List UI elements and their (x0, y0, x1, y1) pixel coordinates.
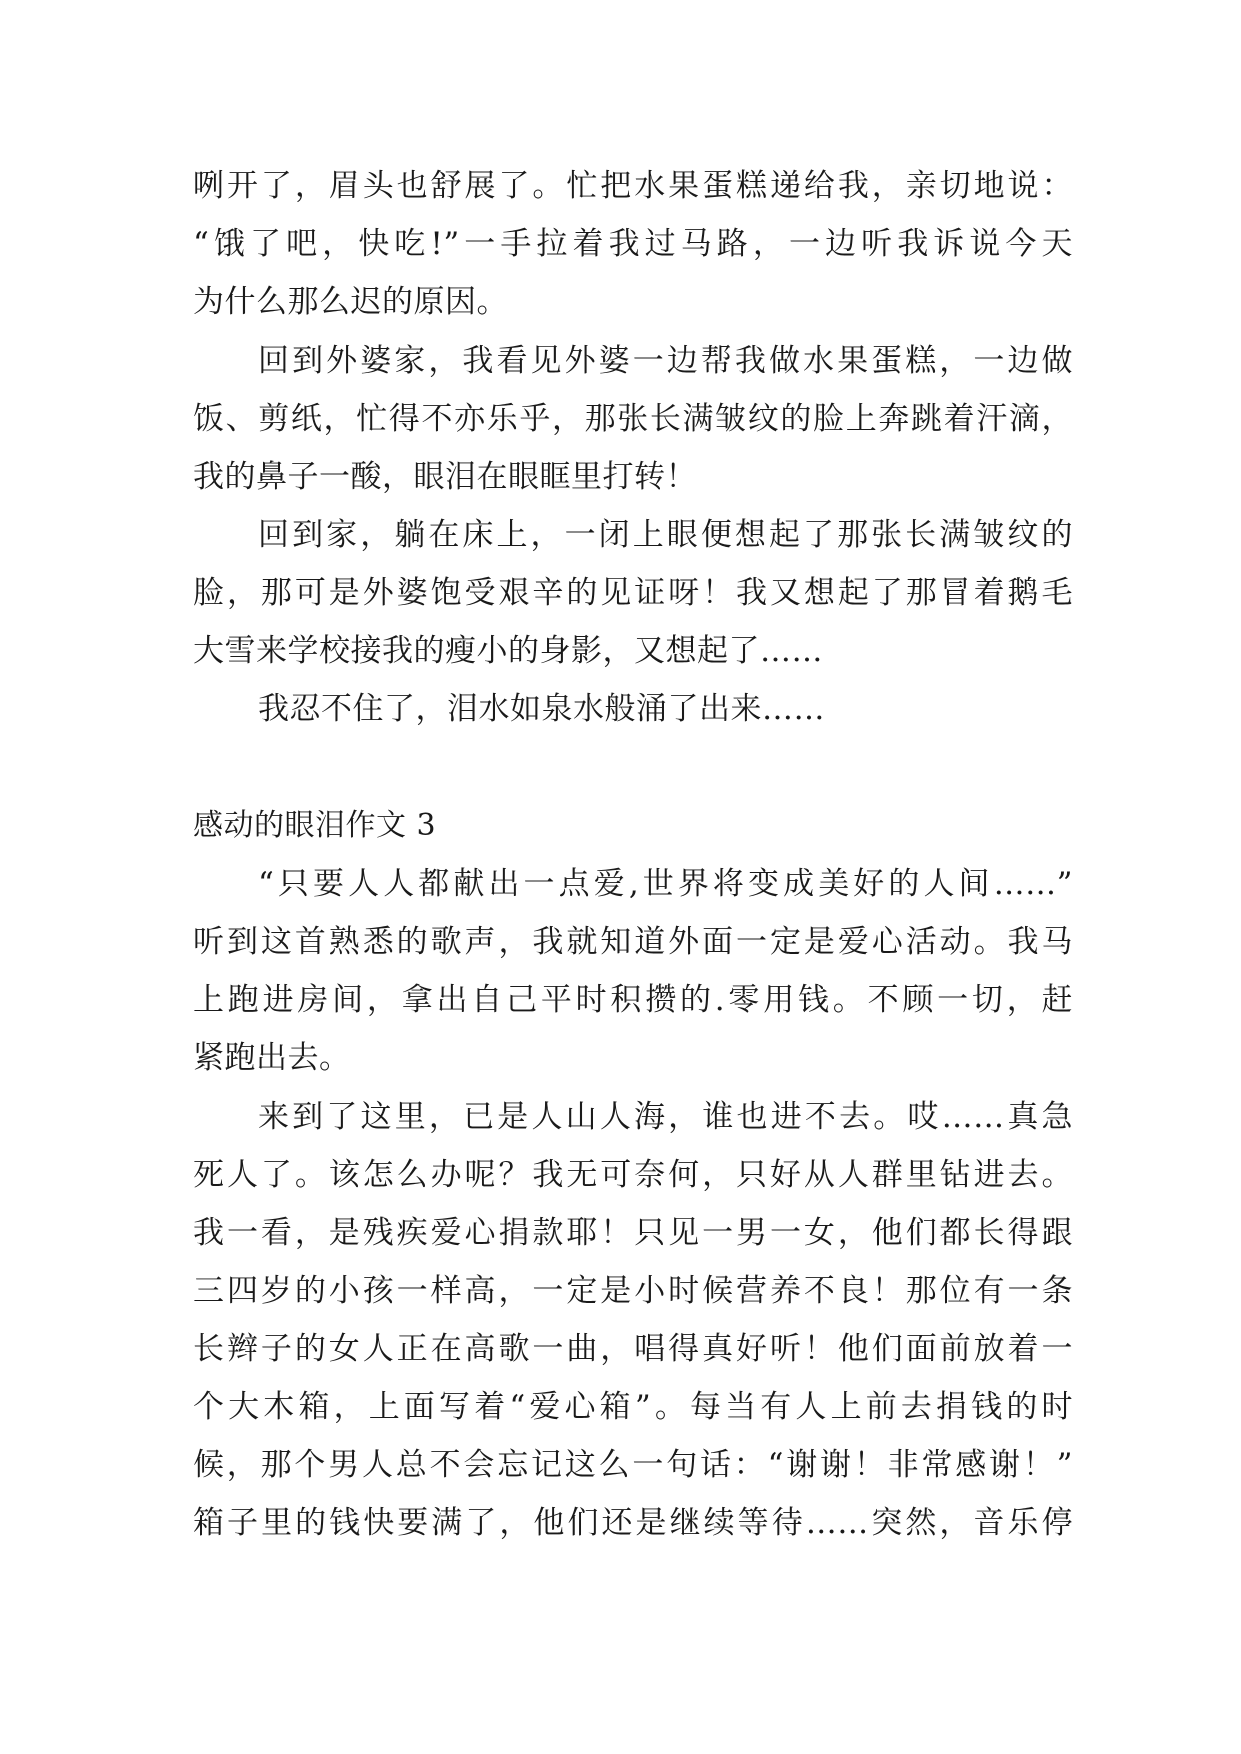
text-line: 为什么那么迟的原因。 (193, 284, 508, 320)
text-line: 回到家，躺在床上，一闭上眼便想起了那张长满皱纹的 (258, 517, 1073, 553)
text-line: 紧跑出去。 (193, 1040, 351, 1076)
text-line: 死人了。该怎么办呢？我无可奈何，只好从人群里钻进去。 (193, 1157, 1073, 1193)
text-line: 饭、剪纸，忙得不亦乐乎，那张长满皱纹的脸上奔跳着汗滴， (193, 401, 1073, 437)
text-line: 我忍不住了，泪水如泉水般涌了出来…… (258, 691, 825, 727)
text-line: 三四岁的小孩一样高，一定是小时候营养不良！那位有一条 (193, 1273, 1073, 1309)
text-line: 听到这首熟悉的歌声，我就知道外面一定是爱心活动。我马 (193, 924, 1073, 960)
section-heading: 感动的眼泪作文 3 (193, 808, 437, 843)
text-line: 咧开了，眉头也舒展了。忙把水果蛋糕递给我，亲切地说： (193, 168, 1073, 204)
text-line: 候，那个男人总不会忘记这么一句话：“谢谢！非常感谢！” (193, 1447, 1073, 1483)
text-line: “只要人人都献出一点爱,世界将变成美好的人间……” (258, 866, 1073, 902)
text-line: 回到外婆家，我看见外婆一边帮我做水果蛋糕，一边做 (258, 343, 1073, 379)
text-line: 我的鼻子一酸，眼泪在眼眶里打转！ (193, 459, 697, 495)
text-line: 上跑进房间，拿出自己平时积攒的.零用钱。不顾一切，赶 (193, 982, 1073, 1018)
text-line: 脸，那可是外婆饱受艰辛的见证呀！我又想起了那冒着鹅毛 (193, 575, 1073, 611)
text-line: 个大木箱，上面写着“爱心箱”。每当有人上前去捐钱的时 (193, 1389, 1073, 1425)
text-line: 大雪来学校接我的瘦小的身影，又想起了…… (193, 633, 823, 669)
text-line: 我一看，是残疾爱心捐款耶！只见一男一女，他们都长得跟 (193, 1215, 1073, 1251)
text-line: 来到了这里，已是人山人海，谁也进不去。哎……真急 (258, 1099, 1073, 1135)
text-line: “饿了吧，快吃!”一手拉着我过马路，一边听我诉说今天 (193, 226, 1073, 262)
text-line: 长辫子的女人正在高歌一曲，唱得真好听！他们面前放着一 (193, 1331, 1073, 1367)
text-line: 箱子里的钱快要满了，他们还是继续等待……突然，音乐停 (193, 1505, 1073, 1541)
